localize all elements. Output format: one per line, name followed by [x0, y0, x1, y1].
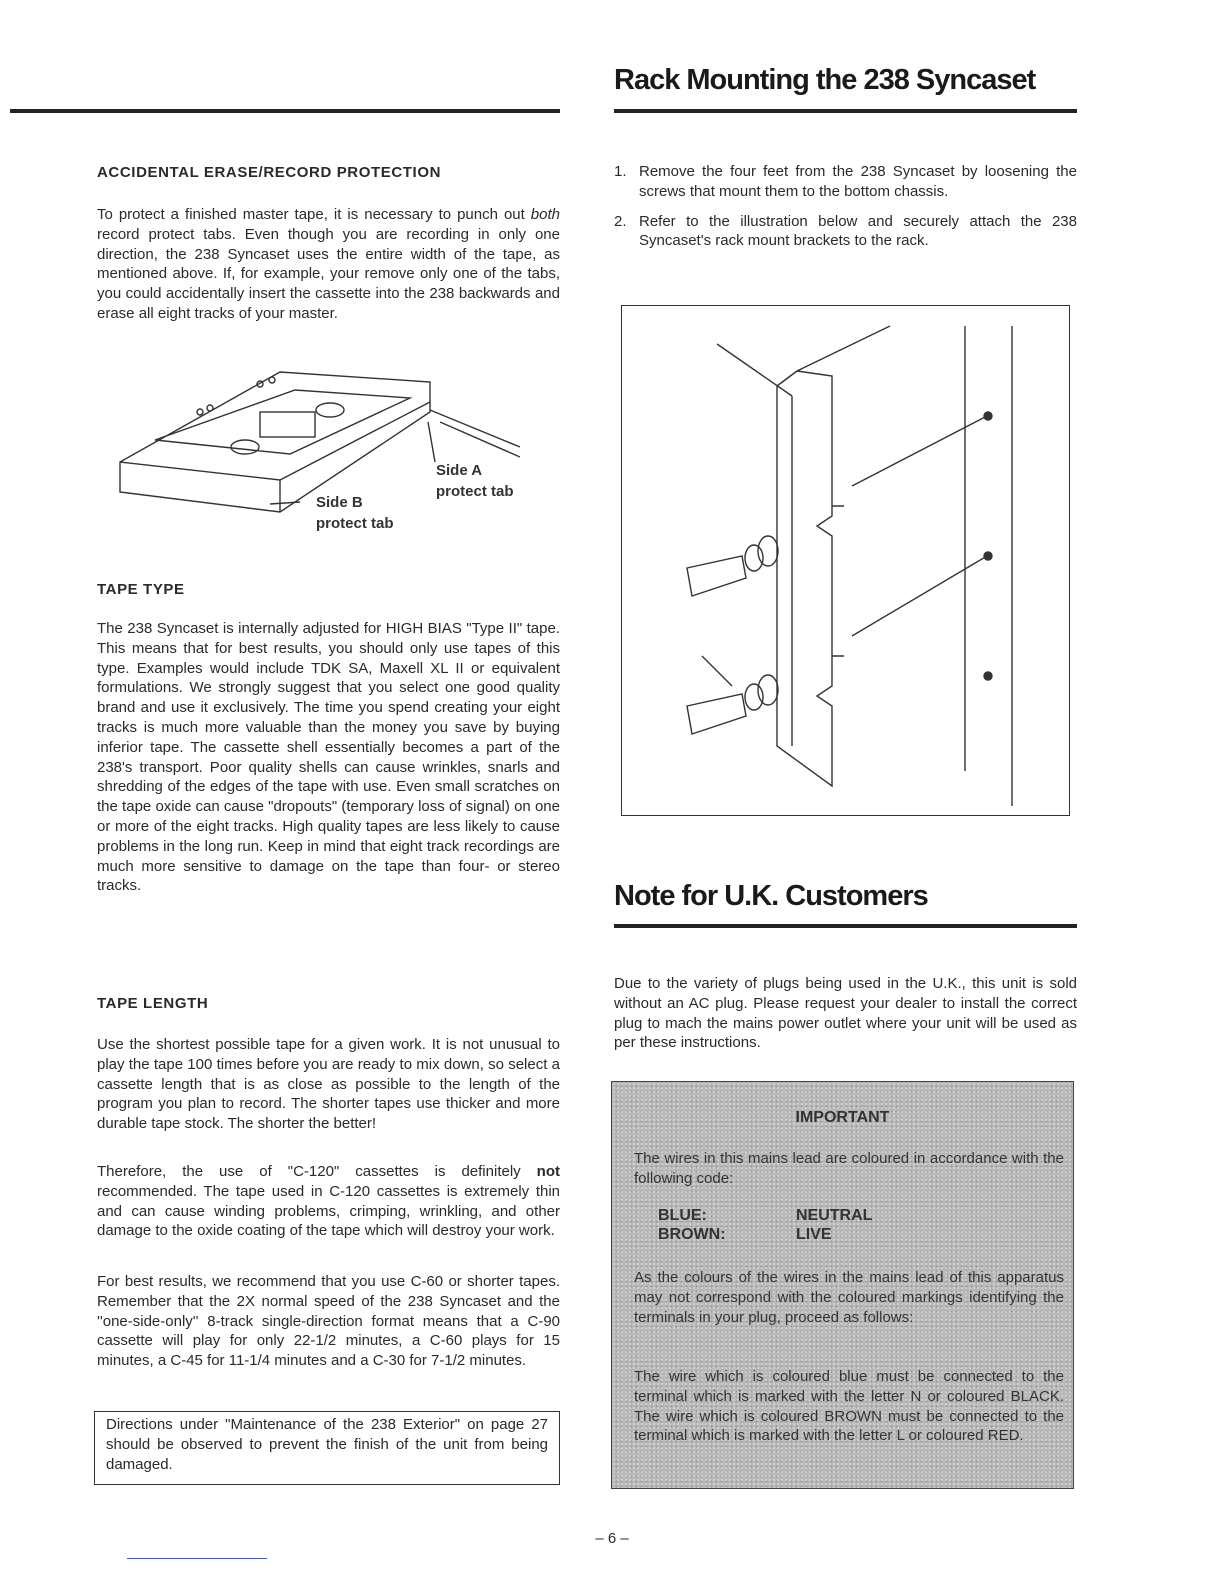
page-number: – 6 –: [595, 1530, 629, 1547]
step-text: Refer to the illustration below and securely attach the 238 Syncaset's rack mount brackets to the rack.: [639, 212, 1077, 250]
uk-title-rule: [614, 924, 1077, 928]
maintenance-note-text: Directions under "Maintenance of the 238 Exterior" on page 27 should be observed to prevent the finish of the unit from being damaged.: [106, 1416, 548, 1473]
label: protect tab: [316, 515, 394, 532]
wire-code-row: [658, 1225, 872, 1244]
text: record protect tabs. Even though you are recording in only one direction, the 238 Syncaset uses the entire width of the tape, as mentioned above. If, for example, your remove only one of the tabs, you could accidentally insert the cassette into the 238 backwards and erase all eight tracks of your master.: [97, 225, 560, 322]
important-paragraph-3: The wire which is coloured blue must be connected to the terminal which is marked with the letter N or coloured BLACK. The wire which is coloured BROWN must be connected to the terminal which is marked with the letter L or coloured RED.: [634, 1368, 1064, 1445]
mounting-steps: [614, 162, 1077, 251]
maintenance-note-box: [94, 1411, 560, 1485]
label: protect tab: [436, 483, 514, 500]
section-heading-tape-type: TAPE TYPE: [97, 581, 185, 598]
strong: not: [536, 1163, 560, 1180]
wire-color: BLUE:: [658, 1207, 707, 1224]
side-b-label: [316, 492, 394, 534]
label: Side B: [316, 494, 363, 511]
wire-meaning: NEUTRAL: [796, 1207, 873, 1224]
wire-color: BROWN:: [658, 1226, 726, 1243]
step-number: 2.: [614, 212, 627, 230]
step-item: [614, 162, 1077, 202]
text: Therefore, the use of "C-120" cassettes is definitely: [97, 1163, 537, 1180]
label: Side A: [436, 462, 483, 479]
step-item: [614, 212, 1077, 252]
tape-type-paragraph: The 238 Syncaset is internally adjusted for HIGH BIAS "Type II" tape. This means that for best results, you should only use tapes of this type. Examples would include TDK SA, Maxell XL II or equivalent formulations. We strongly suggest that you select one good quality brand and use it exclusively. The time you spend creating your eight tracks is much more valuable than the money you save by buying inferior tape. The cassette shell essentially becomes a part of the 238's transport. Poor quality shells can cause wrinkles, snarls and shredding of the edges of the tape with use. Even small scratches on the tape oxide can cause "dropouts" (temporary loss of signal) on one or more of the eight tracks. High quality tapes are less likely to cause problems in the long run. Keep in mind that eight track recordings are much more sensitive to damage on the tape than four- or stereo tracks.: [97, 620, 560, 895]
rack-mount-illustration: [621, 305, 1070, 816]
important-wiring-box: [611, 1081, 1074, 1489]
tape-length-paragraph-1: Use the shortest possible tape for a given work. It is not unusual to play the tape 100 times before you are ready to mix down, so select a cassette length that is as close as possible to the length of the program you plan to record. The shorter tapes use thicker and more durable tape stock. The shorter the better!: [97, 1036, 560, 1133]
important-heading: IMPORTANT: [795, 1109, 890, 1126]
uk-customers-title: Note for U.K. Customers: [614, 880, 928, 912]
important-paragraph-1: The wires in this mains lead are coloured in accordance with the following code:: [634, 1150, 1064, 1187]
text: To protect a finished master tape, it is necessary to punch out: [97, 206, 531, 223]
uk-customers-paragraph: Due to the variety of plugs being used in the U.K., this unit is sold without an AC plug. Please request your dealer to install the correct plug to mach the mains power outlet where your unit will be used as per these instructions.: [614, 975, 1077, 1052]
wire-code-row: [658, 1206, 872, 1225]
section-heading-accidental-erase: ACCIDENTAL ERASE/RECORD PROTECTION: [97, 164, 442, 181]
footer-line: [127, 1558, 267, 1559]
tape-length-paragraph-2: [97, 1162, 560, 1241]
cassette-illustration: [110, 362, 550, 537]
text: recommended. The tape used in C-120 cassettes is extremely thin and can cause winding problems, crimping, wrinkling, and other damage to the oxide coating of the tape which will destroy your work.: [97, 1182, 560, 1240]
emphasis: both: [530, 206, 560, 223]
page-title: Rack Mounting the 238 Syncaset: [614, 64, 1036, 96]
step-text: Remove the four feet from the 238 Syncaset by loosening the screws that mount them to the bottom chassis.: [639, 163, 1077, 200]
section-heading-tape-length: TAPE LENGTH: [97, 995, 209, 1012]
step-number: 1.: [614, 163, 627, 180]
important-paragraph-2: As the colours of the wires in the mains lead of this apparatus may not correspond with the coloured markings identifying the terminals in your plug, proceed as follows:: [634, 1269, 1064, 1326]
wire-meaning: LIVE: [796, 1226, 832, 1243]
header-rule-right: [614, 109, 1077, 113]
accidental-erase-paragraph: [97, 205, 560, 324]
wire-code-table: [658, 1206, 872, 1244]
side-a-label: [436, 460, 514, 502]
tape-length-paragraph-3: For best results, we recommend that you use C-60 or shorter tapes. Remember that the 2X normal speed of the 238 Syncaset and the ''one-side-only'' 8-track single-direction format means that a C-90 cassette will play for only 22-1/2 minutes, a C-60 plays for 15 minutes, a C-45 for 11-1/4 minutes and a C-30 for 7-1/2 minutes.: [97, 1273, 560, 1370]
header-rule-left: [10, 109, 560, 113]
